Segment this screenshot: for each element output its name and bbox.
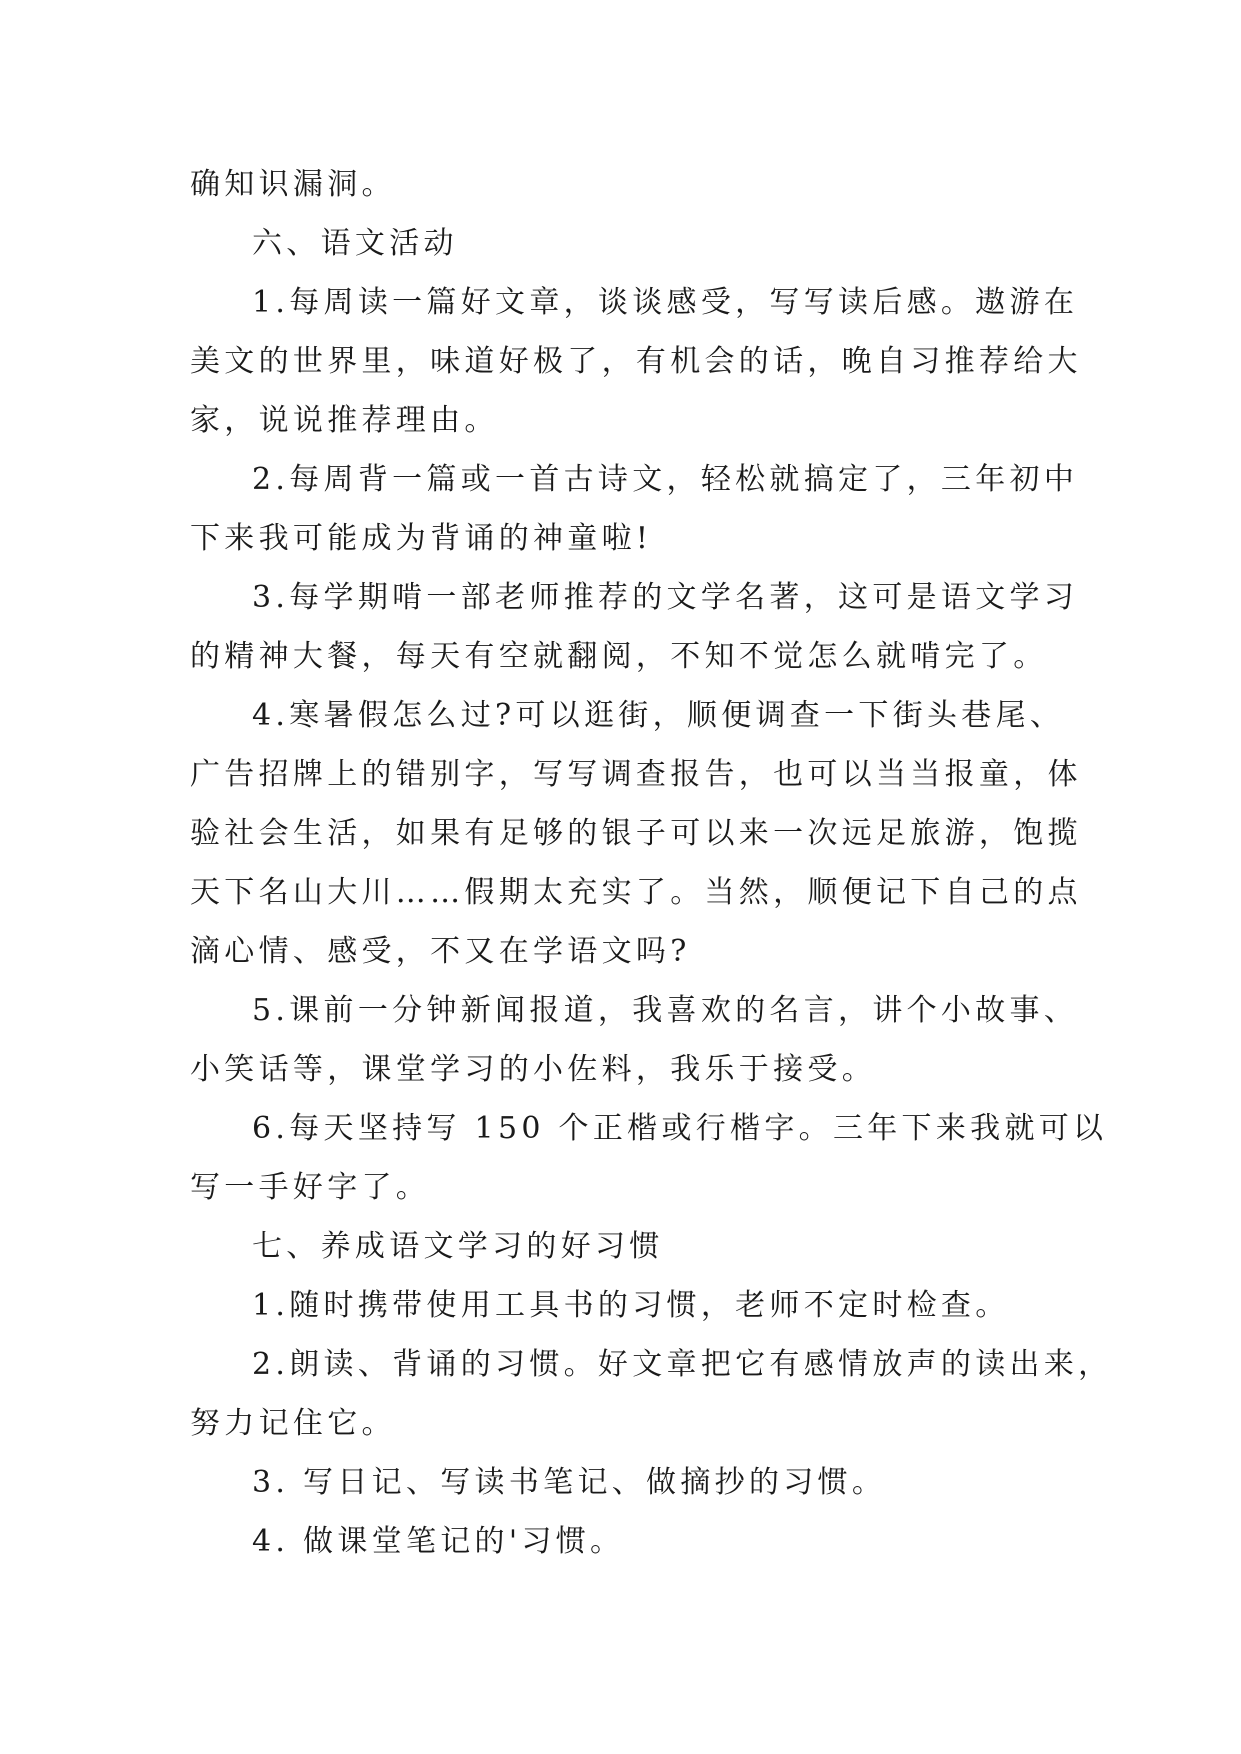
paragraph (190, 450, 1079, 568)
text-line: 七、养成语文学习的好习惯 (252, 1229, 664, 1264)
text-line: 美文的世界里，味道好极了，有机会的话，晚自习推荐给大 (190, 344, 1082, 379)
section-heading-activities (190, 214, 1050, 273)
text-line: 滴心情、感受，不又在学语文吗? (190, 934, 691, 969)
paragraph (190, 1335, 1113, 1453)
document-body (190, 155, 1113, 1571)
text-line: 广告招牌上的错别字，写写调查报告，也可以当当报童，体 (190, 757, 1082, 792)
text-line: 5.课前一分钟新闻报道，我喜欢的名言，讲个小故事、 (252, 993, 1079, 1028)
text-line: 2.朗读、背诵的习惯。好文章把它有感情放声的读出来， (252, 1347, 1113, 1382)
text-line: 1.每周读一篇好文章，谈谈感受，写写读后感。遨游在 (252, 285, 1079, 320)
text-line: 3.每学期啃一部老师推荐的文学名著，这可是语文学习 (252, 580, 1079, 615)
text-line: 家，说说推荐理由。 (190, 403, 499, 438)
text-line: 1.随时携带使用工具书的习惯，老师不定时检查。 (252, 1288, 1010, 1323)
text-line: 的精神大餐，每天有空就翻阅，不知不觉怎么就啃完了。 (190, 639, 1048, 674)
paragraph (190, 686, 1082, 981)
text-line: 下来我可能成为背诵的神童啦! (190, 521, 653, 556)
paragraph (190, 1453, 1050, 1512)
text-line: 验社会生活，如果有足够的银子可以来一次远足旅游，饱揽 (190, 816, 1082, 851)
paragraph (190, 155, 1050, 214)
text-line: 6.每天坚持写 150 个正楷或行楷字。三年下来我就可以 (252, 1111, 1108, 1146)
paragraph (190, 568, 1079, 686)
text-line: 写一手好字了。 (190, 1170, 431, 1205)
text-line: 六、语文活动 (252, 226, 458, 261)
text-line: 确知识漏洞。 (190, 167, 396, 202)
paragraph (190, 273, 1082, 450)
paragraph (190, 1099, 1108, 1217)
text-line: 努力记住它。 (190, 1406, 396, 1441)
text-line: 天下名山大川……假期太充实了。当然，顺便记下自己的点 (190, 875, 1082, 910)
section-heading-habits (190, 1217, 1050, 1276)
text-line: 2.每周背一篇或一首古诗文，轻松就搞定了，三年初中 (252, 462, 1079, 497)
text-line: 小笑话等，课堂学习的小佐料，我乐于接受。 (190, 1052, 876, 1087)
paragraph (190, 981, 1079, 1099)
text-line: 4. 做课堂笔记的'习惯。 (252, 1524, 625, 1559)
paragraph (190, 1276, 1050, 1335)
text-line: 3. 写日记、写读书笔记、做摘抄的习惯。 (252, 1465, 887, 1500)
text-line: 4.寒暑假怎么过?可以逛街，顺便调查一下街头巷尾、 (252, 698, 1065, 733)
paragraph (190, 1512, 1050, 1571)
